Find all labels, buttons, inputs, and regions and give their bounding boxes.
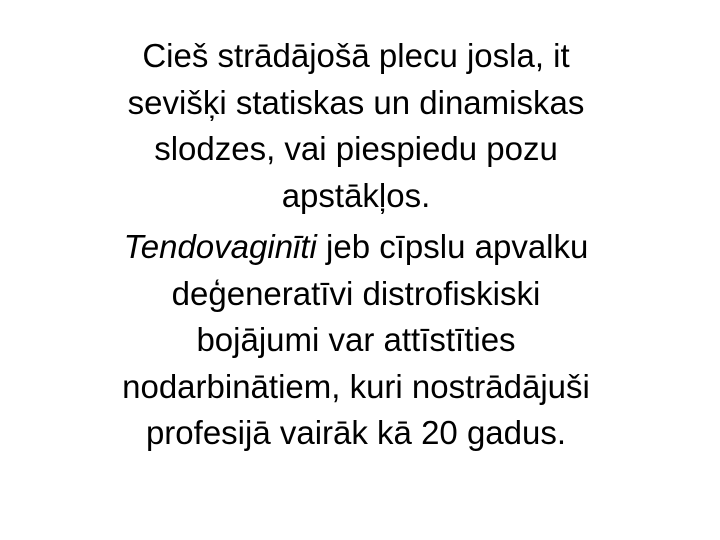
text-segment: deģeneratīvi distrofiskiski	[171, 274, 541, 312]
slide-text-block	[0, 33, 712, 457]
text-line	[0, 33, 712, 80]
text-line	[0, 317, 712, 364]
text-segment: bojājumi var attīstīties	[196, 321, 516, 358]
text-segment: profesijā vairāk kā 20 gadus.	[145, 414, 567, 451]
text-line	[0, 271, 712, 318]
text-segment: nodarbinātiem, kuri nostrādājuši	[122, 367, 590, 405]
italic-term: Tendovaginīti	[123, 228, 317, 265]
text-line	[0, 224, 712, 271]
text-segment: jeb cīpslu apvalku	[316, 228, 589, 265]
text-line	[0, 410, 712, 457]
text-line	[0, 80, 712, 127]
text-line	[0, 173, 712, 220]
text-segment: apstākļos.	[281, 176, 431, 214]
text-segment: slodzes, vai piespiedu pozu	[154, 130, 558, 167]
text-line	[0, 126, 712, 173]
text-segment: sevišķi statiskas un dinamiskas	[127, 83, 585, 121]
text-line	[0, 364, 712, 411]
text-segment: Cieš strādājošā plecu josla, it	[142, 37, 570, 74]
